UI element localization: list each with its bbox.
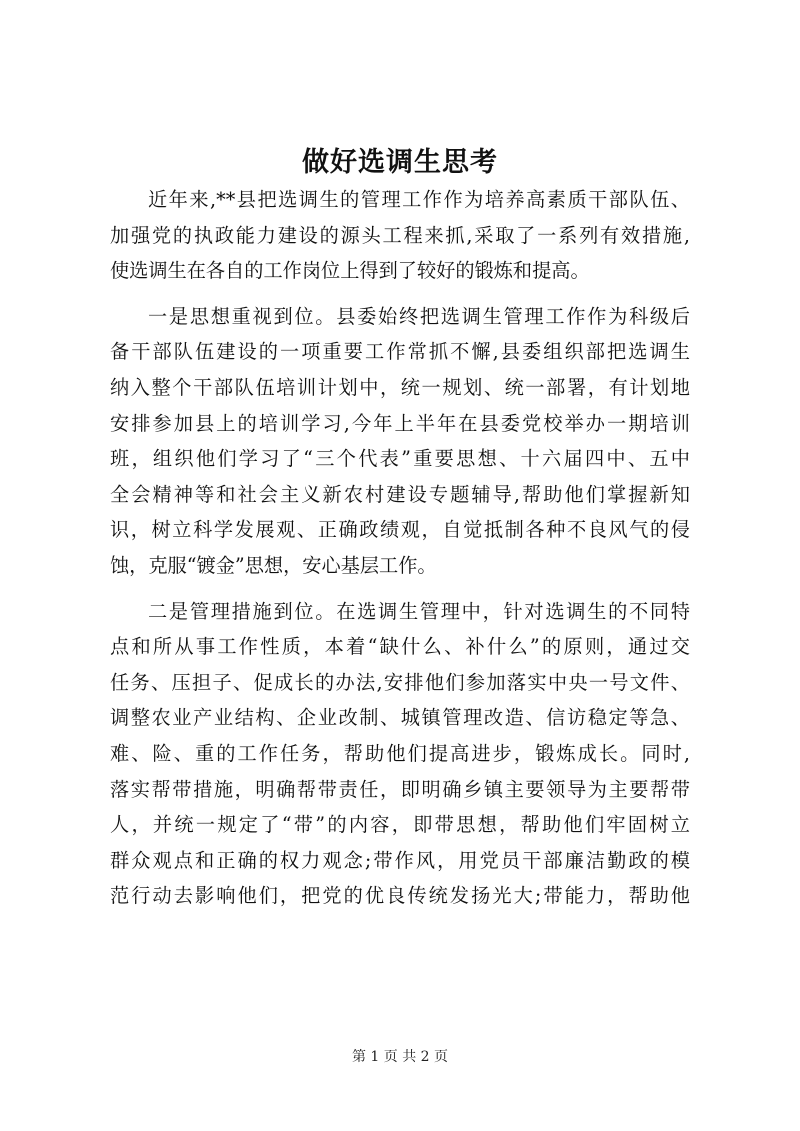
paragraph-gap bbox=[110, 584, 690, 594]
paragraph bbox=[110, 182, 690, 289]
page-number-footer: 第 1 页 共 2 页 bbox=[351, 1049, 449, 1065]
text-line: 群众观点和正确的权力观念;带作风，用党员干部廉洁勤政的模 bbox=[110, 848, 690, 872]
text-line: 调整农业产业结构、企业改制、城镇管理改造、信访稳定等急、 bbox=[110, 706, 690, 730]
text-line: 班，组织他们学习了“三个代表”重要思想、十六届四中、五中 bbox=[110, 447, 690, 471]
text-line: 识，树立科学发展观、正确政绩观，自觉抵制各种不良风气的侵 bbox=[110, 518, 690, 542]
text-line: 点和所从事工作性质，本着“缺什么、补什么”的原则，通过交 bbox=[110, 635, 690, 659]
text-line: 落实帮带措施，明确帮带责任，即明确乡镇主要领导为主要帮带 bbox=[110, 777, 690, 801]
paragraph bbox=[110, 299, 690, 584]
text-line: 加强党的执政能力建设的源头工程来抓,采取了一系列有效措施, bbox=[110, 223, 690, 247]
paragraph bbox=[110, 594, 690, 914]
text-line: 难、险、重的工作任务，帮助他们提高进步，锻炼成长。同时, bbox=[110, 741, 690, 765]
text-line: 使选调生在各自的工作岗位上得到了较好的锻炼和提高。 bbox=[110, 259, 590, 283]
text-line: 近年来,**县把选调生的管理工作作为培养高素质干部队伍、 bbox=[148, 188, 690, 211]
text-line: 纳入整个干部队伍培训计划中，统一规划、统一部署，有计划地 bbox=[110, 375, 690, 399]
text-line: 任务、压担子、促成长的办法,安排他们参加落实中央一号文件、 bbox=[110, 670, 690, 694]
document-title: 做好选调生思考 bbox=[302, 147, 498, 178]
text-line: 一是思想重视到位。县委始终把选调生管理工作作为科级后 bbox=[148, 304, 690, 328]
text-line: 蚀，克服“镀金”思想，安心基层工作。 bbox=[110, 553, 437, 577]
text-line: 备干部队伍建设的一项重要工作常抓不懈,县委组织部把选调生 bbox=[110, 340, 690, 364]
paragraph-gap bbox=[110, 289, 690, 299]
text-line: 范行动去影响他们，把党的优良传统发扬光大;带能力，帮助他 bbox=[110, 884, 690, 908]
text-line: 二是管理措施到位。在选调生管理中，针对选调生的不同特 bbox=[148, 599, 690, 623]
text-line: 人，并统一规定了“带”的内容，即带思想，帮助他们牢固树立 bbox=[110, 813, 690, 837]
document-body bbox=[110, 182, 690, 914]
text-line: 全会精神等和社会主义新农村建设专题辅导,帮助他们掌握新知 bbox=[110, 482, 690, 506]
text-line: 安排参加县上的培训学习,今年上半年在县委党校举办一期培训 bbox=[110, 411, 690, 435]
